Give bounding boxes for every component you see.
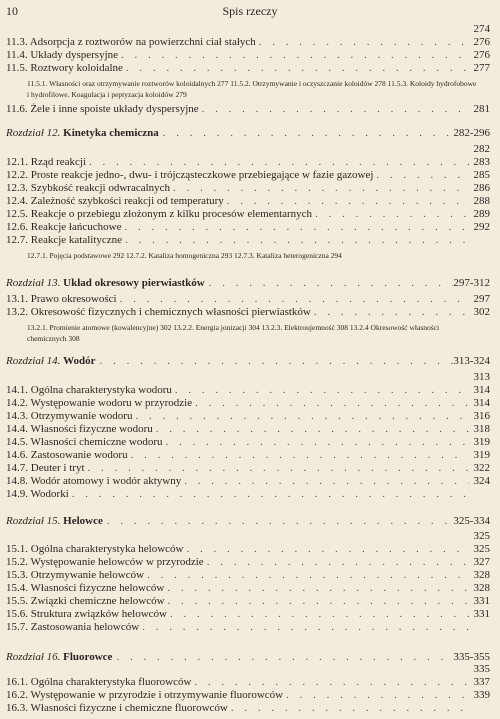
entry-page: 277 <box>473 62 490 74</box>
entry-page: 325 <box>473 543 490 555</box>
leader-dots <box>126 62 469 75</box>
toc-entry[interactable] <box>6 62 490 75</box>
leader-dots <box>184 475 469 488</box>
entry-label: 14.8. Wodór atomowy i wodór aktywny <box>6 475 182 487</box>
leader-dots <box>163 126 454 140</box>
toc-entry[interactable] <box>6 208 490 221</box>
toc-entry[interactable] <box>6 449 490 462</box>
toc-entry[interactable] <box>6 234 490 247</box>
chapter-prefix: Rozdział 16. <box>6 651 61 663</box>
leader-dots <box>167 582 469 595</box>
toc-entry[interactable] <box>6 306 490 319</box>
entry-page: 316 <box>473 410 490 422</box>
entry-label: 12.6. Reakcje łańcuchowe <box>6 221 122 233</box>
entry-page: 319 <box>473 436 490 448</box>
entry-page: 292 <box>473 221 490 233</box>
leader-dots <box>107 514 453 528</box>
entry-label: 11.3. Adsorpcja z roztworów na powierzchni ciał stałych <box>6 36 256 48</box>
entry-page: 276 <box>473 49 490 61</box>
chapter-heading[interactable] <box>6 354 490 368</box>
entry-label: 11.5. Roztwory koloidalne <box>6 62 123 74</box>
leader-dots <box>175 384 469 397</box>
leader-dots <box>131 449 469 462</box>
subsection-list: 13.2.1. Promienie atomowe (kowalencyjne) 302 13.2.2. Energia jonizacji 304 13.2.3. Elektroujemność 308 13.2.4 Okresowość własności chemicznych 308 <box>27 323 440 343</box>
entry-label: 12.7. Reakcje katalityczne <box>6 234 123 246</box>
entry-label: 15.6. Struktura związków helowców <box>6 608 167 620</box>
entry-page: 285 <box>473 169 490 181</box>
entry-page: 331 <box>473 608 490 620</box>
page-ref: 335 <box>473 663 490 675</box>
toc-entry[interactable] <box>6 103 490 116</box>
leader-dots <box>124 221 469 234</box>
entry-label: 14.6. Zastosowanie wodoru <box>6 449 128 461</box>
toc-entry[interactable] <box>6 676 490 689</box>
leader-dots <box>194 676 469 689</box>
entry-page: 276 <box>473 36 490 48</box>
entry-page: 283 <box>473 156 490 168</box>
leader-dots <box>202 103 469 116</box>
leader-dots <box>376 169 469 182</box>
page-number: 10 <box>6 4 18 18</box>
entry-page: 328 <box>473 569 490 581</box>
leader-dots <box>314 306 469 319</box>
entry-page: 302 <box>473 306 490 318</box>
entry-page: 314 <box>473 384 490 396</box>
leader-dots <box>116 650 453 664</box>
leader-dots <box>231 702 469 715</box>
subsection-list: 11.5.1. Własności oraz otrzymywanie roztworów koloidalnych 277 11.5.2. Otrzymywanie i oczyszczanie koloidów 278 11.5.3. Koloidy hydrofobowe i hydrofilowe. Koagulacja i peptyzacja koloidów 279 <box>27 79 477 99</box>
leader-dots <box>168 595 469 608</box>
chapter-title: Fluorowce <box>63 651 113 663</box>
entry-label: 15.1. Ogólna charakterystyka helowców <box>6 543 184 555</box>
entry-label: 14.7. Deuter i tryt <box>6 462 85 474</box>
chapter-title: Wodór <box>63 355 96 367</box>
chapter-range: 325-334 <box>453 515 490 527</box>
chapter-range: 297-312 <box>453 277 490 289</box>
entry-page: 319 <box>473 449 490 461</box>
toc-entry[interactable] <box>6 556 490 569</box>
chapter-heading[interactable] <box>6 276 490 290</box>
entry-label: 15.2. Występowanie helowców w przyrodzie <box>6 556 204 568</box>
toc-entry[interactable] <box>6 221 490 234</box>
chapter-range: 335-355 <box>453 651 490 663</box>
leader-dots <box>195 397 469 410</box>
leader-dots <box>72 488 469 501</box>
chapter-heading[interactable] <box>6 126 490 140</box>
entry-page: 289 <box>473 208 490 220</box>
entry-label: 16.3. Własności fizyczne i chemiczne fluorowców <box>6 702 228 714</box>
entry-label: 14.1. Ogólna charakterystyka wodoru <box>6 384 172 396</box>
entry-label: 14.5. Własności chemiczne wodoru <box>6 436 163 448</box>
entry-page: 331 <box>473 595 490 607</box>
toc-entry[interactable] <box>6 156 490 169</box>
entry-page: 314 <box>473 397 490 409</box>
entry-label: 15.3. Otrzymywanie helowców <box>6 569 145 581</box>
toc-entry[interactable] <box>6 169 490 182</box>
entry-page: 297 <box>473 293 490 305</box>
entry-label: 15.5. Związki chemiczne helowców <box>6 595 165 607</box>
toc-entry[interactable] <box>6 462 490 475</box>
chapter-heading[interactable] <box>6 514 490 528</box>
chapter-range: 282-296 <box>453 127 490 139</box>
entry-label: 11.4. Układy dyspersyjne <box>6 49 119 61</box>
toc-entry[interactable] <box>6 488 490 501</box>
leader-dots <box>135 410 469 423</box>
leader-dots <box>286 689 469 702</box>
toc-entry[interactable] <box>6 621 490 634</box>
leader-dots <box>125 234 469 247</box>
chapter-range: 313-324 <box>453 355 490 367</box>
toc-entry[interactable] <box>6 689 490 702</box>
toc-entry[interactable] <box>6 582 490 595</box>
entry-label: 12.1. Rząd reakcji <box>6 156 87 168</box>
page-ref: 282 <box>473 143 490 155</box>
chapter-prefix: Rozdział 13. <box>6 277 61 289</box>
entry-label: 12.5. Reakcje o przebiegu złożonym z kilku procesów elementarnych <box>6 208 313 220</box>
leader-dots <box>88 462 469 475</box>
leader-dots <box>170 608 469 621</box>
chapter-prefix: Rozdział 12. <box>6 127 61 139</box>
page-ref: 313 <box>473 371 490 383</box>
leader-dots <box>259 36 469 49</box>
leader-dots <box>121 49 469 62</box>
chapter-title: Helowce <box>63 515 103 527</box>
toc-entry[interactable] <box>6 195 490 208</box>
page-ref: 274 <box>473 23 490 35</box>
entry-label: 14.4. Własności fizyczne wodoru <box>6 423 153 435</box>
leader-dots <box>147 569 469 582</box>
entry-page: 327 <box>473 556 490 568</box>
entry-page: 322 <box>473 462 490 474</box>
entry-page: 339 <box>473 689 490 701</box>
entry-label: 16.1. Ogólna charakterystyka fluorowców <box>6 676 192 688</box>
entry-label: 13.2. Okresowość fizycznych i chemicznych własności pierwiastków <box>6 306 311 318</box>
leader-dots <box>209 276 454 290</box>
toc-entry[interactable] <box>6 475 490 488</box>
toc-entry[interactable] <box>6 49 490 62</box>
entry-page: 337 <box>473 676 490 688</box>
leader-dots <box>100 354 454 368</box>
entry-label: 15.4. Własności fizyczne helowców <box>6 582 165 594</box>
toc-entry[interactable] <box>6 423 490 436</box>
entry-page: 288 <box>473 195 490 207</box>
entry-label: 14.9. Wodorki <box>6 488 69 500</box>
entry-page: 328 <box>473 582 490 594</box>
leader-dots <box>315 208 469 221</box>
toc-entry[interactable] <box>6 702 490 715</box>
entry-label: 11.6. Żele i inne spoiste układy dyspersyjne <box>6 103 199 115</box>
entry-label: 12.4. Zależność szybkości reakcji od temperatury <box>6 195 224 207</box>
toc-entry[interactable] <box>6 436 490 449</box>
toc-entry[interactable] <box>6 543 490 556</box>
leader-dots <box>186 543 469 556</box>
running-title: Spis rzeczy <box>222 4 278 18</box>
chapter-prefix: Rozdział 15. <box>6 515 61 527</box>
entry-label: 16.2. Występowanie w przyrodzie i otrzymywanie fluorowców <box>6 689 284 701</box>
leader-dots <box>207 556 469 569</box>
entry-label: 14.2. Występowanie wodoru w przyrodzie <box>6 397 193 409</box>
chapter-heading[interactable] <box>6 650 490 664</box>
toc-entry[interactable] <box>6 410 490 423</box>
entry-label: 12.2. Proste reakcje jedno-, dwu- i trójcząsteczkowe przebiegające w fazie gazowej <box>6 169 374 181</box>
toc-entry[interactable] <box>6 384 490 397</box>
toc-entry[interactable] <box>6 36 490 49</box>
toc-entry[interactable] <box>6 293 490 306</box>
chapter-prefix: Rozdział 14. <box>6 355 61 367</box>
chapter-title: Układ okresowy pierwiastków <box>63 277 205 289</box>
entry-page: 281 <box>473 103 490 115</box>
page-ref: 325 <box>473 530 490 542</box>
toc-entry[interactable] <box>6 569 490 582</box>
entry-label: 13.1. Prawo okresowości <box>6 293 117 305</box>
leader-dots <box>156 423 469 436</box>
entry-label: 12.3. Szybkość reakcji odwracalnych <box>6 182 171 194</box>
leader-dots <box>89 156 469 169</box>
leader-dots <box>166 436 469 449</box>
entry-page: 286 <box>473 182 490 194</box>
leader-dots <box>142 621 469 634</box>
toc-entry[interactable] <box>6 608 490 621</box>
toc-entry[interactable] <box>6 595 490 608</box>
leader-dots <box>173 182 469 195</box>
toc-entry[interactable] <box>6 182 490 195</box>
chapter-title: Kinetyka chemiczna <box>63 127 159 139</box>
entry-page: 318 <box>473 423 490 435</box>
subsection-list: 12.7.1. Pojęcia podstawowe 292 12.7.2. Kataliza homogeniczna 293 12.7.3. Kataliza heterogeniczna 294 <box>27 251 342 260</box>
leader-dots <box>227 195 469 208</box>
leader-dots <box>120 293 469 306</box>
entry-label: 15.7. Zastosowania helowców <box>6 621 140 633</box>
entry-label: 14.3. Otrzymywanie wodoru <box>6 410 133 422</box>
entry-page: 324 <box>473 475 490 487</box>
toc-entry[interactable] <box>6 397 490 410</box>
